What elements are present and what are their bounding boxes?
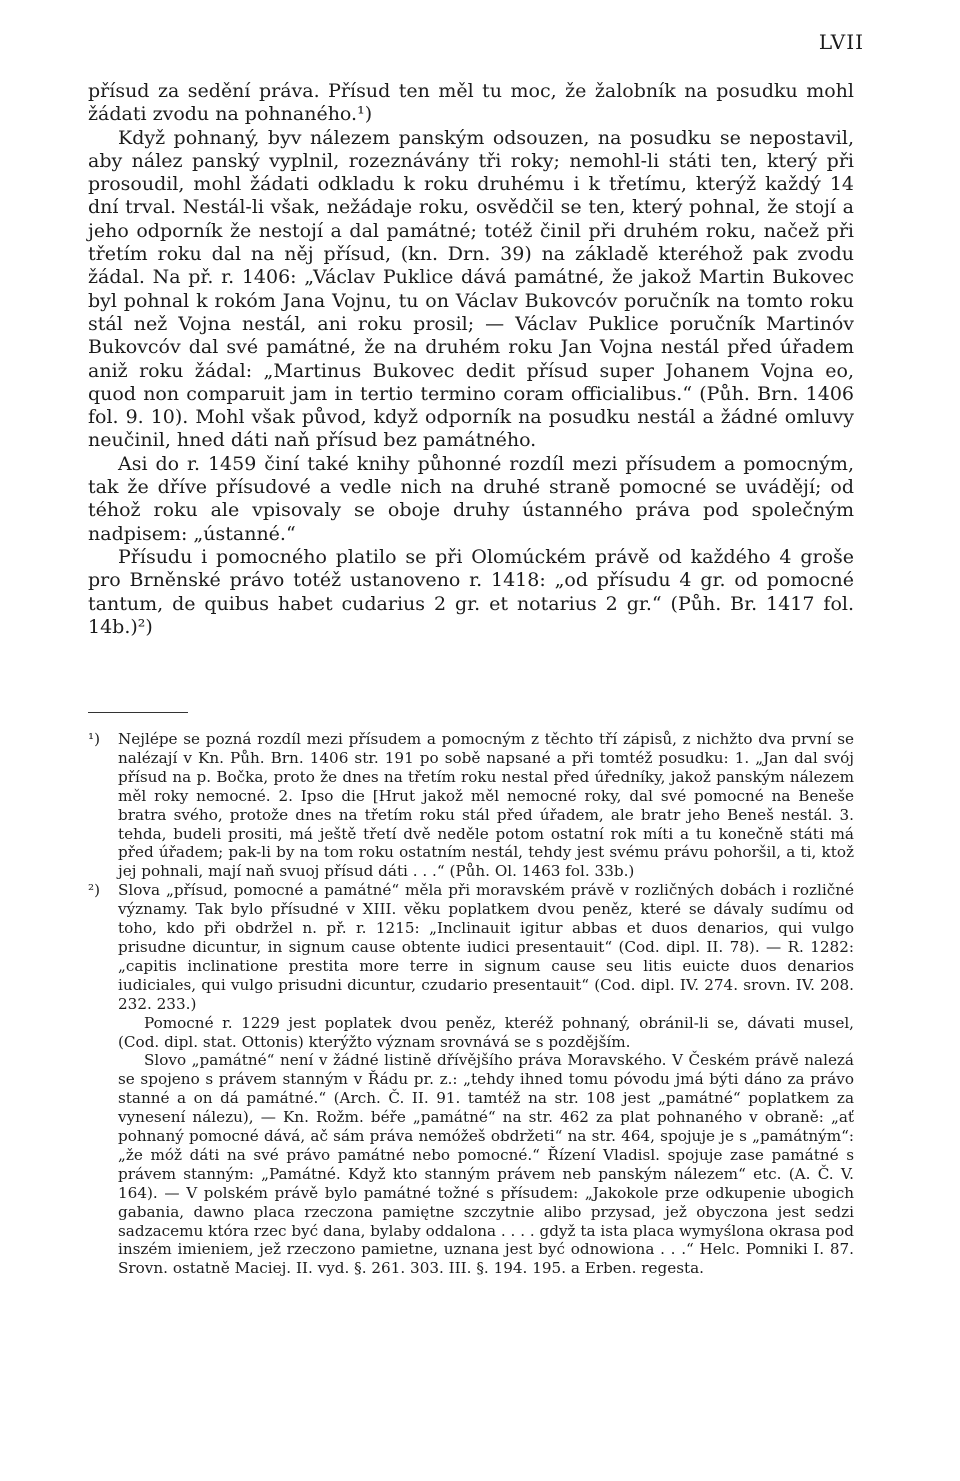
footnote-1 (88, 730, 854, 881)
footnote-mark: ¹) (88, 730, 101, 748)
footnote-text: Nejlépe se pozná rozdíl mezi přísudem a pomocným z těchto tří zápisů, z nichžto dva první se nalézají v Kn. Půh. Brn. 1406 str. 191 po sobě napsané a při tomtéž posudku: 1. „Jan dal svój přísud na p. Bočka, proto že dnes na třetím roku nestal před úředníky, jakož panským nálezem měl roky nemocné. 2. Ipso die [Hrut jakož měl nemocné roky, dal své pomocné na Beneše bratra svého, protože dnes na třetím roku stál před úřadem, ale bratr jeho Beneš nestál. 3. tehda, budeli prositi, má ještě třetí dvě neděle potom ostatní rok míti a tu konečně státi má před úřadem; pak-li by na tom roku ostatním nestál, tehdy jest svému právu pohoršil, a ti, ktož jej pohnali, mají naň svuoj přísud dáti . . .“ (Půh. Ol. 1463 fol. 33b.) (118, 730, 854, 881)
footnote-text: Slova „přísud, pomocné a památné“ měla při moravském právě v rozličných dobách i rozličné významy. Tak bylo přísudné v XIII. věku poplatkem dvou peněz, které se dávaly sudímu od toho, kdo při obdržel n. př. r. 1215: „Inclinauit igitur abbas et duos denarios, qui vulgo prisudne dicuntur, in signum cause obtente iudici presentauit“ (Cod. dipl. II. 78). — R. 1282: „capitis inclinatione prestita more terre in signum cause seu litis euicte duos denarios iudiciales, qui vulgo prisudni dicuntur, czudario presentauit“ (Cod. dipl. IV. 274. srovn. IV. 208. 232. 233.) (118, 881, 854, 1013)
page-number: LVII (818, 30, 864, 54)
footnote-paragraph: Pomocné r. 1229 jest poplatek dvou peněz, kteréž pohnaný, obránil-li se, dávati musel, (Cod. dipl. stat. Ottonis) kterýžto význam srovnává se s pozdějším. (118, 1013, 854, 1051)
footnote-divider (88, 712, 188, 713)
paragraph: Asi do r. 1459 činí také knihy půhonné rozdíl mezi přísudem a pomocným, tak že dříve přísudové a vedle nich na druhé straně pomocné se uvádějí; od téhož roku ale vpisovaly se oboje druhy ústanného práva pod společným nadpisem: „ústanné.“ (88, 452, 854, 545)
paragraph: Přísudu i pomocného platilo se při Olomúckém právě od každého 4 groše pro Brněnské právo totéž ustanoveno r. 1418: „od přísudu 4 gr. od pomocné tantum, de quibus habet cudarius 2 gr. et notarius 2 gr.“ (Půh. Br. 1417 fol. 14b.)²) (88, 545, 854, 638)
main-text (88, 80, 854, 639)
footnotes (88, 730, 854, 1278)
paragraph: Když pohnaný, byv nálezem panským odsouzen, na posudku se nepostavil, aby nález panský vyplnil, rozeznávány tři roky; nemohl-li státi ten, který při prosoudil, mohl žádati odkladu k roku druhému i k třetímu, kterýž každý 14 dní trval. Nestál-li však, nežádaje roku, osvědčil se ten, který pohnal, že stojí a jeho odporník že nestojí a dal památné; totéž činil při druhém roku, načež při třetím roku dal na něj přísud, (kn. Drn. 39) na základě kteréhož pak zvodu žádal. Na př. r. 1406: „Václav Puklice dává památné, že jakož Martin Bukovec byl pohnal k rokóm Jana Vojnu, tu on Václav Bukovcóv poručník na tomto roku stál než Vojna nestál, ani roku prosil; — Václav Puklice poručník Martinóv Bukovcóv dal své památné, že na druhém roku Jan Vojna nestál před úřadem aniž roku žádal: „Martinus Bukovec dedit přísud super Johanem Vojna eo, quod non comparuit jam in tertio termino coram officialibus.“ (Půh. Brn. 1406 fol. 9. 10). Mohl však původ, když odporník na posudku nestál a žádné omluvy neučinil, hned dáti naň přísud bez památného. (88, 126, 854, 452)
footnote-2 (88, 881, 854, 1013)
footnote-mark: ²) (88, 881, 101, 900)
paragraph: přísud za sedění práva. Přísud ten měl tu moc, že žalobník na posudku mohl žádati zvodu na pohnaného.¹) (88, 80, 854, 126)
footnote-paragraph: Slovo „památné“ není v žádné listině dřívějšího práva Moravského. V Českém právě nalezá se spojeno s právem stanným v Řádu pr. z.: „tehdy ihned tomu póvodu jmá býti dáno za právo stanné a on dá památné.“ (Arch. Č. II. 91. tamtéž na str. 108 jest „památné“ poplatkem za vynesení nálezu), — Kn. Rožm. béře „památné“ na str. 462 za plat pohnaného v obraně: „ať pohnaný pomocné dává, ač sám práva nemóžeš obdržeti“ na str. 464, spojuje je s „památným“: „že móž dáti na své právo památné nebo pomocné.“ Řízení Vladisl. spojuje zase památné s právem stanným: „Památné. Když kto stanným právem neb panským nálezem“ etc. (A. Č. V. 164). — V polském právě bylo památné tožné s přísudem: „Jakokole prze odkupenie ubogich gabania, dawno placa rzeczona pamiętne szczytnie alibo przysad, jež obyczona jest sedzi sadzacemu która rzec być dana, bylaby oddalona . . . . gdyž ta ista placa wymyślona okrasa pod inszém imieniem, jež rzeczono pamietne, uznana jest być odnowiona . . .“ Helc. Pomniki I. 87. Srovn. ostatně Maciej. II. vyd. §. 261. 303. III. §. 194. 195. a Erben. regesta. (118, 1051, 854, 1278)
